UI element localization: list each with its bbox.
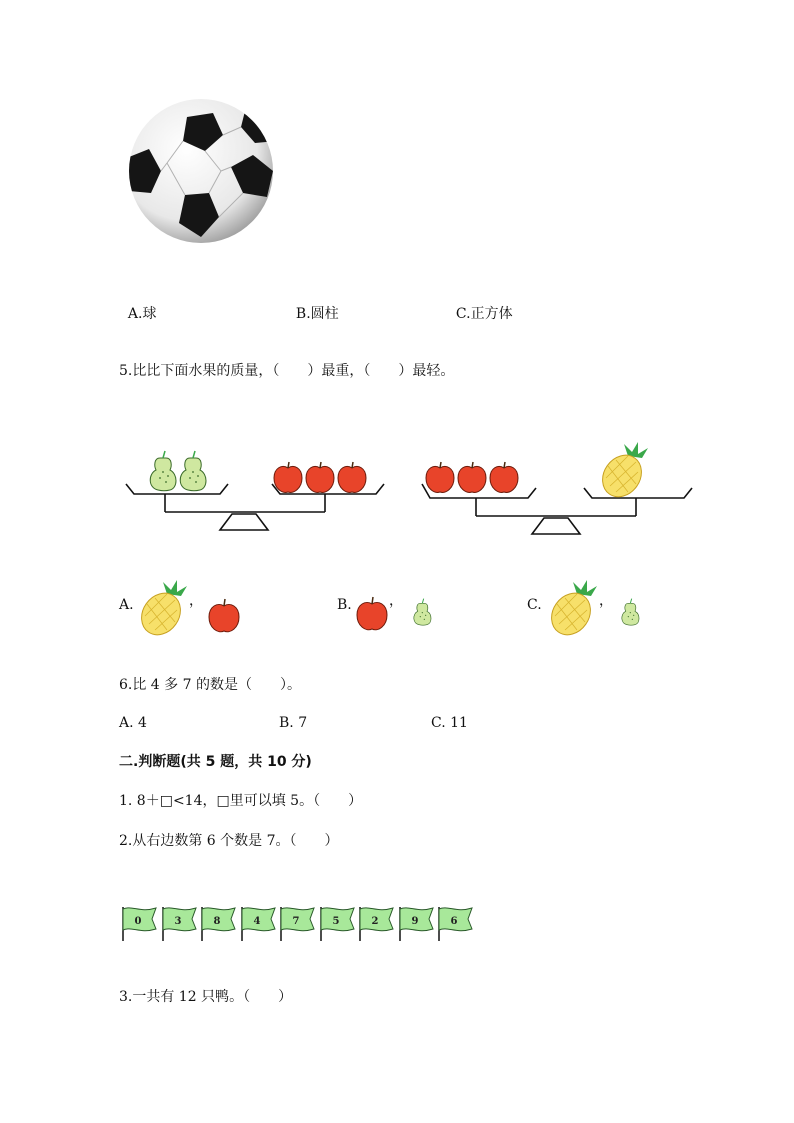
- flag-number: 2: [371, 916, 379, 927]
- judge-item-3: 3.一共有 12 只鸭。（ ）: [119, 989, 293, 1005]
- flag-icon: [436, 905, 476, 943]
- q6-option-c[interactable]: C. 11: [431, 715, 468, 731]
- flag-number: 8: [213, 916, 221, 927]
- option-letter: B.: [295, 306, 311, 322]
- flag-number: 6: [450, 916, 458, 927]
- option-letter: C.: [527, 597, 542, 613]
- q5-option-c[interactable]: [527, 578, 657, 638]
- apple-icon: [355, 596, 389, 632]
- flag-number: 9: [411, 916, 418, 927]
- section-heading: 二.判断题(共 5 题，共 10 分): [119, 754, 312, 770]
- flag-row: [120, 905, 480, 945]
- flag-icon: [239, 905, 279, 943]
- flag-icon: [318, 905, 358, 943]
- option-separator: ，: [599, 593, 613, 609]
- flag-number: 5: [332, 916, 339, 927]
- flag-number: 0: [134, 916, 142, 927]
- option-text: 正方体: [470, 306, 513, 322]
- flag-icon: [199, 905, 239, 943]
- apple-icon: [426, 462, 454, 492]
- flag-number: 3: [174, 916, 181, 927]
- soccer-ball-image: [127, 97, 275, 245]
- pear-icon: [150, 451, 176, 491]
- q4-option-a[interactable]: [119, 287, 156, 323]
- balance-scale-1: [120, 450, 390, 540]
- q4-option-b[interactable]: [287, 287, 339, 323]
- flag-icon: [120, 905, 160, 943]
- flag-number: 7: [292, 916, 300, 927]
- apple-icon: [338, 462, 366, 492]
- option-letter: A.: [119, 597, 134, 613]
- flag-icon: [278, 905, 318, 943]
- q6-option-a[interactable]: A. 4: [119, 715, 147, 731]
- q5-option-b[interactable]: [337, 578, 467, 638]
- option-text: 球: [142, 306, 157, 322]
- soccer-ball-icon: [127, 97, 275, 245]
- balance-scale-2: [418, 440, 698, 540]
- q5-question: 5.比比下面水果的质量，（ ）最重，（ ）最轻。: [119, 363, 455, 379]
- flag-icon: [397, 905, 437, 943]
- flag-number: 4: [253, 916, 260, 927]
- pineapple-icon: [137, 580, 187, 636]
- q4-option-c[interactable]: [447, 287, 513, 323]
- option-text: 圆柱: [310, 306, 339, 322]
- flag-icon: [357, 905, 397, 943]
- option-letter: C.: [455, 306, 471, 322]
- pear-icon: [615, 594, 647, 634]
- q5-option-a[interactable]: [119, 578, 249, 638]
- pear-icon: [180, 451, 206, 491]
- option-letter: A.: [127, 306, 143, 322]
- option-separator: ，: [389, 593, 403, 609]
- judge-item-2: 2.从右边数第 6 个数是 7。（ ）: [119, 833, 339, 849]
- pineapple-icon: [595, 442, 650, 504]
- apple-icon: [207, 598, 241, 634]
- pear-icon: [407, 594, 439, 634]
- apple-icon: [458, 462, 486, 492]
- option-separator: ，: [189, 593, 203, 609]
- pineapple-icon: [547, 580, 597, 636]
- option-letter: B.: [337, 597, 352, 613]
- apple-icon: [274, 462, 302, 492]
- apple-icon: [490, 462, 518, 492]
- q6-option-b[interactable]: B. 7: [279, 715, 308, 731]
- judge-item-1: 1. 8＋□<14，□里可以填 5。（ ）: [119, 793, 363, 809]
- flag-icon: [160, 905, 200, 943]
- apple-icon: [306, 462, 334, 492]
- q6-question: 6.比 4 多 7 的数是（ ）。: [119, 677, 301, 693]
